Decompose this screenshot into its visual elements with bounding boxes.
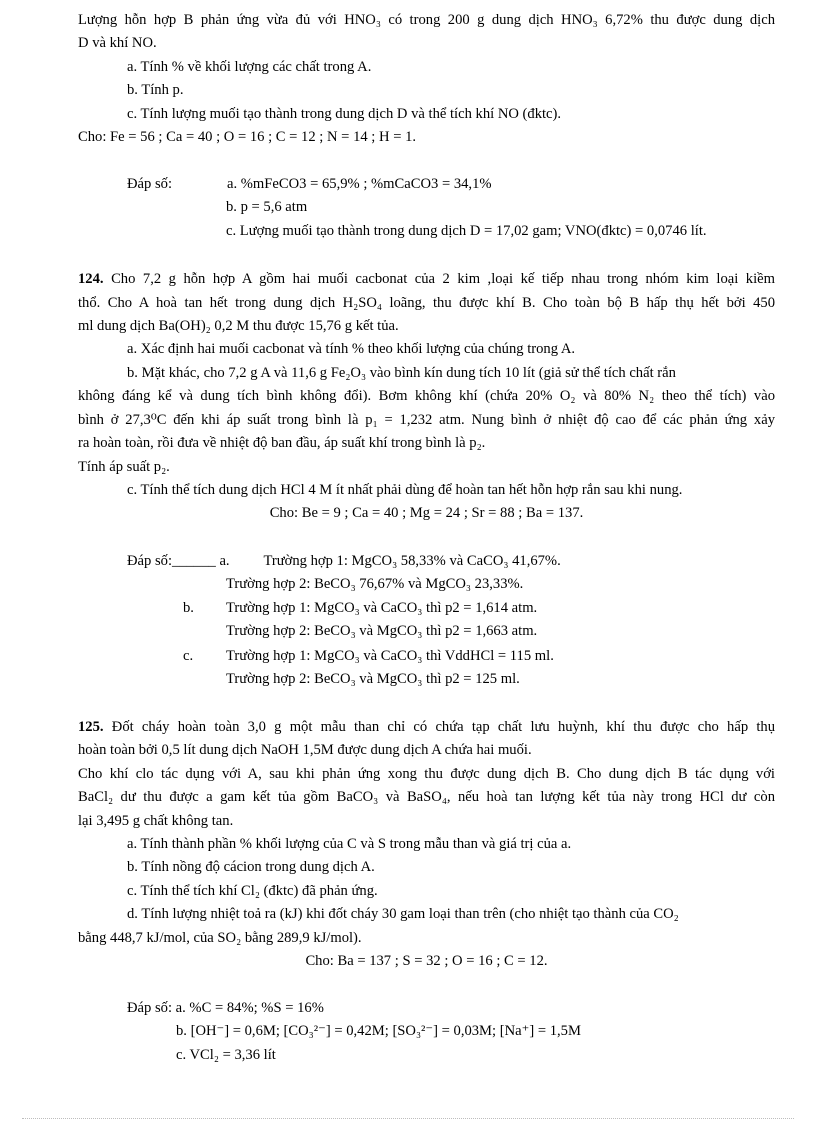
p125-question-a: a. Tính thành phần % khối lượng của C và S trong mẫu than và giá trị của a. <box>127 835 572 852</box>
document-page <box>78 9 775 1067</box>
p125-line-1-text: Đốt cháy hoàn toàn 3,0 g một mẫu than chỉ có chứa tạp chất lưu huỳnh, khí thu được cho hấp thụ <box>111 718 776 735</box>
p124-answer-c-label: c. <box>183 647 194 664</box>
p124-answer-label: Đáp số: <box>127 552 172 569</box>
p123-question-b: b. Tính p. <box>127 82 184 99</box>
p124-answer-b-label: b. <box>183 600 194 617</box>
p123-given-masses: Cho: Fe = 56 ; Ca = 40 ; O = 16 ; C = 12 ; N = 14 ; H = 1. <box>78 129 417 146</box>
p124-line-1 <box>78 268 775 291</box>
p124-line-3: ml dung dịch Ba(OH)₂ 0,2 M thu được 15,76 g kết tủa. <box>78 318 399 335</box>
p125-given-masses: Cho: Ba = 137 ; S = 32 ; O = 16 ; C = 12. <box>305 953 548 969</box>
p124-line-1-text: Cho 7,2 g hỗn hợp A gồm hai muối cacbonat của 2 kim ,loại kế tiếp nhau trong nhóm kim loại kiềm <box>111 271 775 288</box>
p124-answer-a1-row <box>78 549 775 573</box>
p124-answer-c1-row <box>78 644 775 668</box>
p123-question-c: c. Tính lượng muối tạo thành trong dung dịch D và thể tích khí NO (đktc). <box>127 105 562 122</box>
p125-question-b: b. Tính nồng độ cácion trong dung dịch A. <box>127 859 375 876</box>
p123-answer-b: b. p = 5,6 atm <box>226 199 308 216</box>
page-bottom-divider <box>22 1118 794 1119</box>
p123-answer-c: c. Lượng muối tạo thành trong dung dịch D = 17,02 gam; VNO(đktc) = 0,0746 lít. <box>226 222 707 239</box>
p124-answer-b2: Trường hợp 2: BeCO₃ và MgCO₃ thì p2 = 1,663 atm. <box>226 623 538 640</box>
p123-question-a: a. Tính % về khối lượng các chất trong A. <box>127 58 372 75</box>
p125-answer-b: b. [OH⁻] = 0,6M; [CO₃²⁻] = 0,42M; [SO₃²⁻] = 0,03M; [Na⁺] = 1,5M <box>176 1023 581 1040</box>
p124-question-b-5: Tính áp suất p₂. <box>78 458 170 475</box>
p124-answer-a1: Trường hợp 1: MgCO₃ 58,33% và CaCO₃ 41,67%. <box>263 552 561 569</box>
p125-line-2: hoàn toàn bởi 0,5 lít dung dịch NaOH 1,5M được dung dịch A chứa hai muối. <box>78 742 532 759</box>
p123-line-2: D và khí NO. <box>78 35 157 52</box>
p125-line-3: Cho khí clo tác dụng với A, sau khi phản ứng xong thu được dung dịch B. Cho dung dịch B tác dụng với <box>78 765 775 782</box>
p124-number: 124. <box>78 271 104 288</box>
p124-answer-a2: Trường hợp 2: BeCO₃ 76,67% và MgCO₃ 23,33%. <box>226 575 524 592</box>
p124-question-b-2: không đáng kể và dung tích bình không đổi). Bơm không khí (chứa 20% O₂ và 80% N₂ theo thể tích) vào <box>78 388 775 405</box>
p125-line-4: BaCl₂ dư thu được a gam kết tủa gồm BaCO₃ và BaSO₄, nếu hoà tan lượng kết tủa này trong HCl dư còn <box>78 789 775 806</box>
p125-question-c: c. Tính thể tích khí Cl₂ (đktc) đã phản ứng. <box>127 882 378 899</box>
p123-answer-label: Đáp số: <box>127 176 172 193</box>
p125-answer-a-row <box>78 996 775 1020</box>
p125-answer-a: a. %C = 84%; %S = 16% <box>175 1000 324 1017</box>
p124-question-b-1: b. Mặt khác, cho 7,2 g A và 11,6 g Fe₂O₃ vào bình kín dung tích 10 lít (giả sử thể tích chất rắn <box>127 364 676 381</box>
p124-given-masses: Cho: Be = 9 ; Ca = 40 ; Mg = 24 ; Sr = 88 ; Ba = 137. <box>269 505 584 522</box>
p125-line-5: lại 3,495 g chất không tan. <box>78 812 234 829</box>
p123-line-1: Lượng hỗn hợp B phản ứng vừa đủ với HNO₃ có trong 200 g dung dịch HNO₃ 6,72% thu được dung dịch <box>78 12 775 28</box>
p123-answer-a-row <box>78 172 775 196</box>
p124-answer-blank: ______ <box>172 552 216 569</box>
p124-line-2: thổ. Cho A hoà tan hết trong dung dịch H₂SO₄ loãng, thu được khí B. Cho toàn bộ B hấp thụ hết bởi 450 <box>78 294 775 311</box>
p125-answer-label: Đáp số: <box>127 1000 172 1017</box>
p124-answer-b1: Trường hợp 1: MgCO₃ và CaCO₃ thì p2 = 1,614 atm. <box>226 600 538 617</box>
p124-answer-b1-row <box>78 596 775 620</box>
p125-question-d-2: bằng 448,7 kJ/mol, của SO₂ bằng 289,9 kJ/mol). <box>78 929 362 946</box>
p125-question-d-1: d. Tính lượng nhiệt toả ra (kJ) khi đốt cháy 30 gam loại than trên (cho nhiệt tạo thành của CO₂ <box>127 906 679 923</box>
p124-answer-c2: Trường hợp 2: BeCO₃ và MgCO₃ thì p2 = 125 ml. <box>226 670 520 687</box>
p125-line-1 <box>78 716 775 739</box>
p124-answer-a-label: a. <box>219 552 230 569</box>
p124-question-c: c. Tính thể tích dung dịch HCl 4 M ít nhất phải dùng để hoàn tan hết hỗn hợp rắn sau khi nung. <box>127 481 683 498</box>
p124-question-b-3: bình ở 27,3⁰C đến khi áp suất trong bình là p₁ = 1,232 atm. Nung bình ở nhiệt độ cao để các phản ứng xảy <box>78 411 775 428</box>
p124-answer-c1: Trường hợp 1: MgCO₃ và CaCO₃ thì VddHCl = 115 ml. <box>226 647 554 664</box>
p125-number: 125. <box>78 718 104 735</box>
p125-answer-c: c. VCl₂ = 3,36 lít <box>176 1046 276 1063</box>
p124-question-b-4: ra hoàn toàn, rồi đưa về nhiệt độ ban đầu, áp suất khí trong bình là p₂. <box>78 435 486 452</box>
p123-answer-a: a. %mFeCO3 = 65,9% ; %mCaCO3 = 34,1% <box>227 176 492 193</box>
p124-question-a: a. Xác định hai muối cacbonat và tính % theo khối lượng của chúng trong A. <box>127 341 576 358</box>
